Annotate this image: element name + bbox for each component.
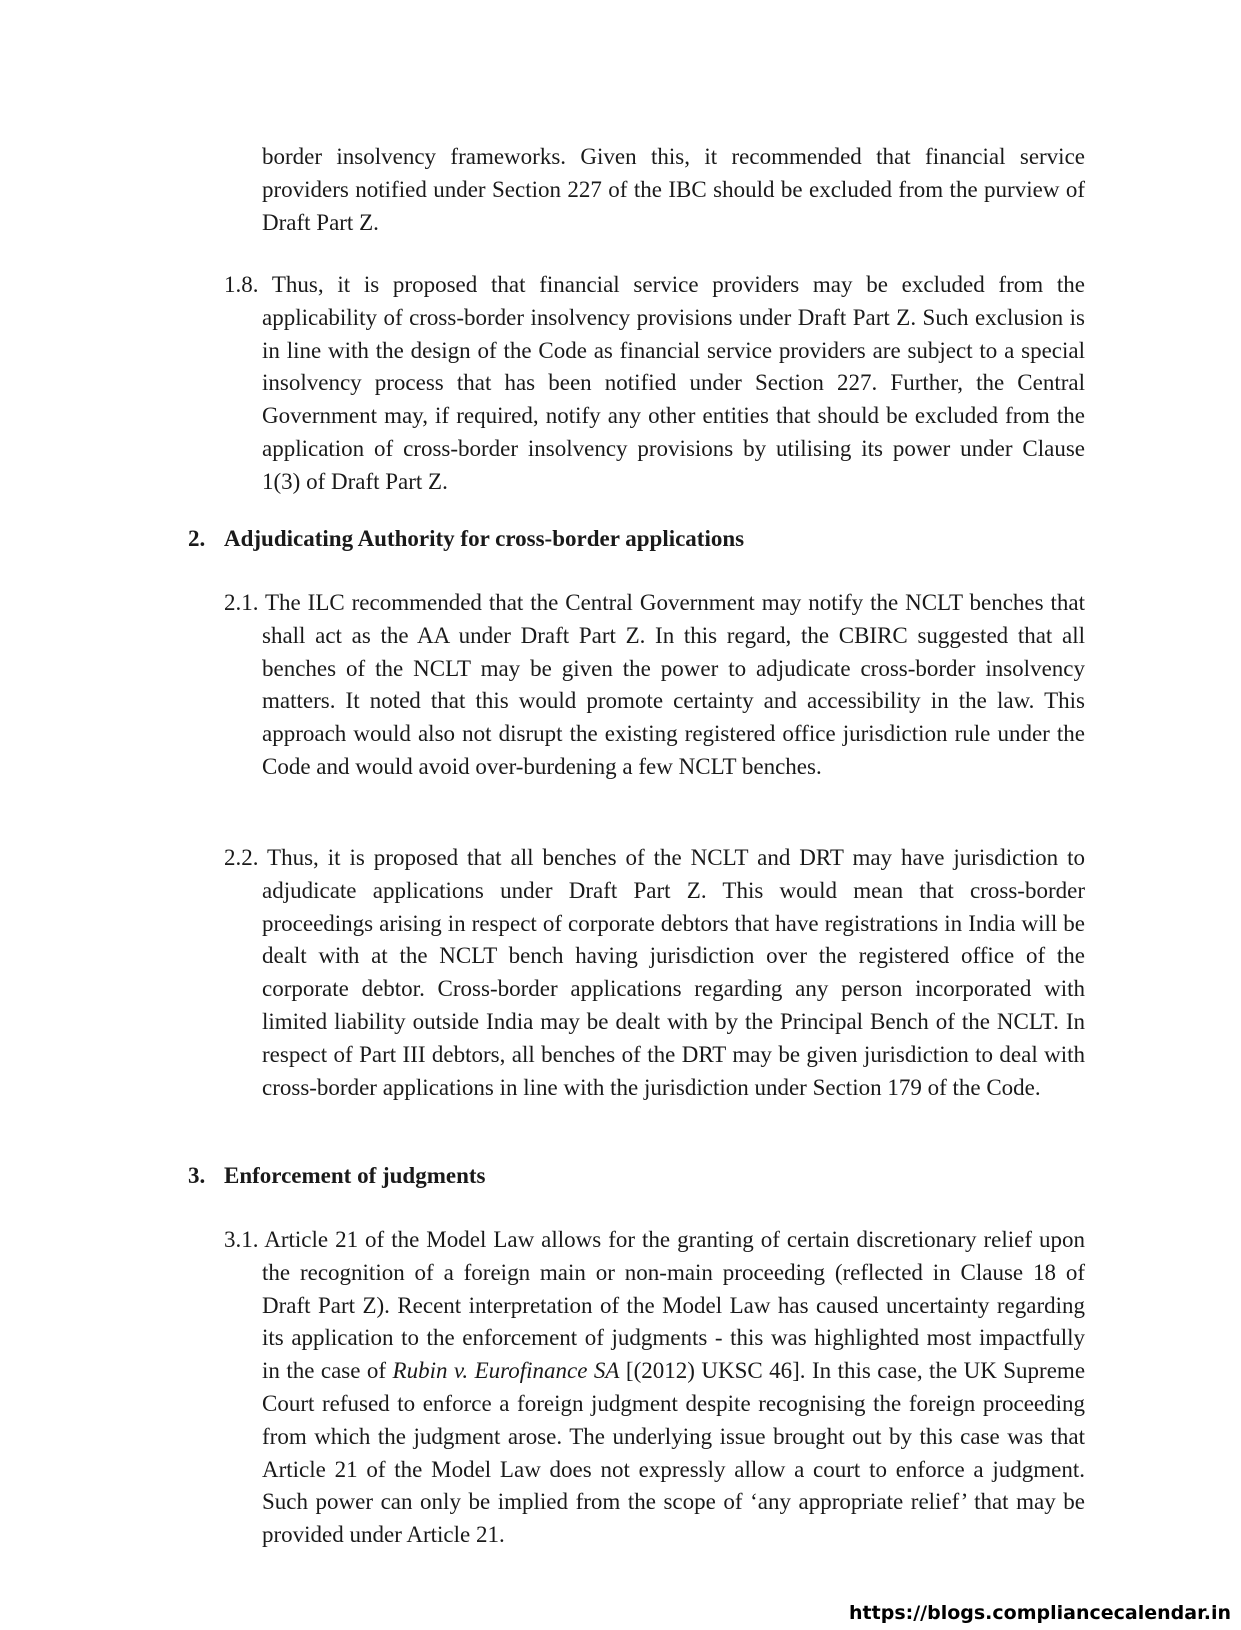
continuation-paragraph: border insolvency frameworks. Given this, it recommended that financial service providers notified under Section 227 of the IBC should be excluded from the purview of Draft Part Z. (262, 144, 1085, 235)
section-number: 3. (188, 1163, 206, 1188)
paragraph-2-2 (224, 842, 1085, 1104)
paragraph-text-a: Article 21 of the Model Law allows for the granting of certain discretionary relief upon the recognition of a foreign main or non-main proceeding (reflected in Clause 18 of Draft Part Z). Recent interpretation of the Model Law has caused uncertainty regarding its application to the enforcement of judgments - this was highlighted most impactfully in the case of (262, 1227, 1085, 1384)
paragraph-2-1 (224, 587, 1085, 784)
section-number: 2. (188, 526, 206, 551)
paragraph-number: 1.8. (224, 272, 259, 297)
section-3-heading (188, 1160, 486, 1192)
case-citation: Rubin v. Eurofinance SA (392, 1358, 620, 1384)
section-2-heading (188, 523, 744, 555)
footer-url-link[interactable]: https://blogs.compliancecalendar.in (849, 1602, 1231, 1624)
section-title: Adjudicating Authority for cross-border applications (224, 526, 745, 551)
paragraph-3-1 (224, 1224, 1085, 1552)
paragraph-text-b: [(2012) UKSC 46]. In this case, the UK Supreme Court refused to enforce a foreign judgment despite recognising the foreign proceeding from which the judgment arose. The underlying issue brought out by this case was that Article 21 of the Model Law does not expressly allow a court to enforce a judgment. Such power can only be implied from the scope of ‘any appropriate relief’ that may be provided under Article 21. (262, 1358, 1086, 1548)
paragraph-text: Thus, it is proposed that all benches of the NCLT and DRT may have jurisdiction to adjudicate applications under Draft Part Z. This would mean that cross-border proceedings arising in respect of corporate debtors that have registrations in India will be dealt with at the NCLT bench having jurisdiction over the registered office of the corporate debtor. Cross-border applications regarding any person incorporated with limited liability outside India may be dealt with by the Principal Bench of the NCLT. In respect of Part III debtors, all benches of the DRT may be given jurisdiction to deal with cross-border applications in line with the jurisdiction under Section 179 of the Code. (262, 845, 1085, 1100)
section-title: Enforcement of judgments (224, 1163, 486, 1188)
paragraph-number: 2.1. (224, 590, 259, 615)
paragraph-1-8 (224, 269, 1085, 499)
paragraph-number: 2.2. (224, 845, 259, 870)
paragraph-text: Thus, it is proposed that financial service providers may be excluded from the applicability of cross-border insolvency provisions under Draft Part Z. Such exclusion is in line with the design of the Code as financial service providers are subject to a special insolvency process that has been notified under Section 227. Further, the Central Government may, if required, notify any other entities that should be excluded from the application of cross-border insolvency provisions by utilising its power under Clause 1(3) of Draft Part Z. (262, 272, 1085, 494)
paragraph-number: 3.1. (224, 1227, 259, 1252)
paragraph-text: The ILC recommended that the Central Government may notify the NCLT benches that shall act as the AA under Draft Part Z. In this regard, the CBIRC suggested that all benches of the NCLT may be given the power to adjudicate cross-border insolvency matters. It noted that this would promote certainty and accessibility in the law. This approach would also not disrupt the existing registered office jurisdiction rule under the Code and would avoid over-burdening a few NCLT benches. (262, 590, 1085, 779)
